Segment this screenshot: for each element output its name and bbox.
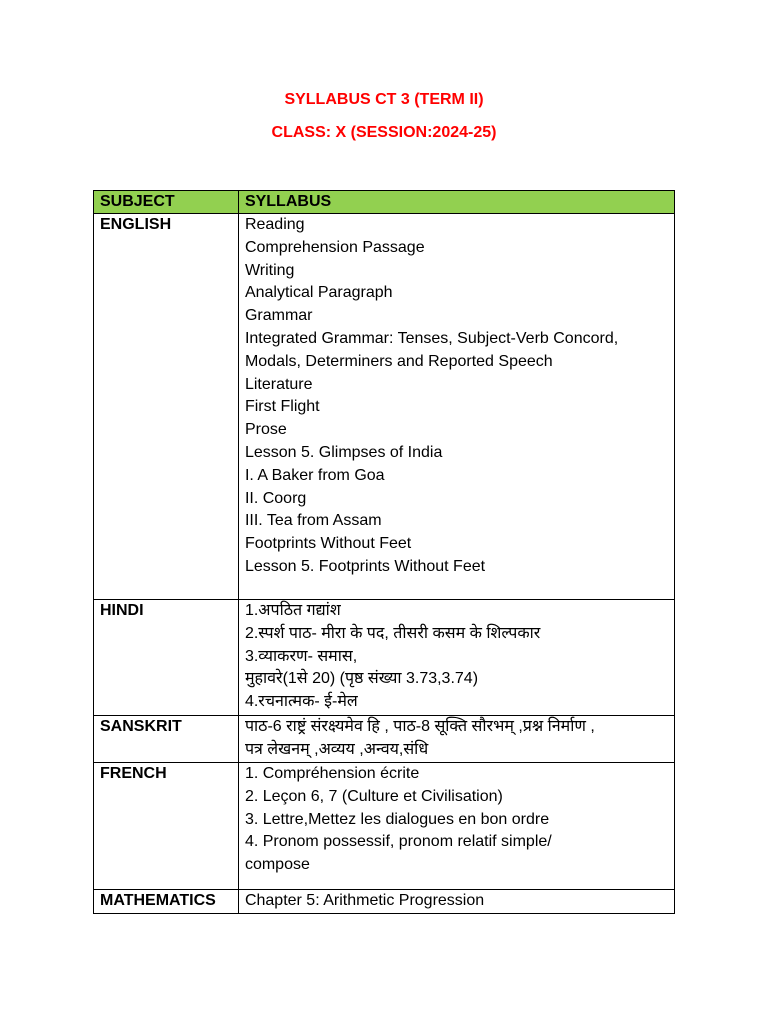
table-header-row bbox=[94, 191, 675, 214]
syllabus-line: Reading bbox=[244, 216, 305, 233]
table-row bbox=[94, 214, 675, 600]
table-row bbox=[94, 890, 675, 914]
column-header-syllabus: SYLLABUS bbox=[238, 191, 674, 214]
syllabus-line: 1. Compréhension écrite bbox=[244, 765, 420, 782]
syllabus-line: पाठ-6 राष्ट्रं संरक्ष्यमेव हि , पाठ-8 सूक्ति सौरभम् ,प्रश्न निर्माण , bbox=[244, 718, 595, 735]
syllabus-line: Grammar bbox=[244, 307, 313, 325]
syllabus-line: Modals, Determiners and Reported Speech bbox=[244, 352, 553, 370]
table-row bbox=[94, 716, 675, 763]
syllabus-line: 2. Leçon 6, 7 (Culture et Civilisation) bbox=[244, 787, 503, 805]
page-title: SYLLABUS CT 3 (TERM II) bbox=[284, 91, 484, 108]
syllabus-cell-mathematics bbox=[238, 890, 674, 914]
syllabus-line: Lesson 5. Footprints Without Feet bbox=[244, 557, 486, 575]
syllabus-cell-english bbox=[238, 214, 674, 600]
syllabus-line: First Flight bbox=[244, 398, 320, 416]
syllabus-line: 3. Lettre,Mettez les dialogues en bon ordre bbox=[244, 810, 550, 828]
subject-cell-french: FRENCH bbox=[94, 763, 239, 890]
syllabus-table bbox=[93, 190, 675, 914]
syllabus-line: Lesson 5. Glimpses of India bbox=[244, 443, 443, 461]
syllabus-line: Writing bbox=[244, 261, 295, 279]
syllabus-line: Chapter 5: Arithmetic Progression bbox=[244, 892, 485, 909]
syllabus-line: पत्र लेखनम् ,अव्यय ,अन्वय,संधि bbox=[244, 740, 429, 758]
syllabus-line: 3.व्याकरण- समास, bbox=[244, 647, 358, 665]
syllabus-line: Comprehension Passage bbox=[244, 238, 425, 256]
syllabus-line: I. A Baker from Goa bbox=[244, 466, 385, 484]
page-subtitle: CLASS: X (SESSION:2024-25) bbox=[271, 124, 497, 141]
syllabus-line: 4.रचनात्मक- ई-मेल bbox=[244, 693, 358, 711]
syllabus-line: Prose bbox=[244, 421, 287, 439]
syllabus-cell-hindi bbox=[238, 600, 674, 716]
subject-cell-mathematics: MATHEMATICS bbox=[94, 890, 239, 914]
syllabus-line: Literature bbox=[244, 375, 313, 393]
syllabus-line: मुहावरे(1से 20) (पृष्ठ संख्या 3.73,3.74) bbox=[244, 670, 479, 688]
subject-cell-english: ENGLISH bbox=[94, 214, 239, 600]
syllabus-line: Integrated Grammar: Tenses, Subject-Verb Concord, bbox=[244, 329, 619, 347]
syllabus-line: III. Tea from Assam bbox=[244, 512, 382, 530]
table-row bbox=[94, 763, 675, 890]
table-row bbox=[94, 600, 675, 716]
syllabus-line: 4. Pronom possessif, pronom relatif simple/ bbox=[244, 833, 552, 851]
column-header-subject: SUBJECT bbox=[94, 191, 239, 214]
syllabus-line: compose bbox=[244, 856, 310, 874]
syllabus-line: II. Coorg bbox=[244, 489, 307, 507]
syllabus-line: 2.स्पर्श पाठ- मीरा के पद, तीसरी कसम के शिल्पकार bbox=[244, 624, 541, 642]
syllabus-cell-sanskrit bbox=[238, 716, 674, 763]
syllabus-line: Footprints Without Feet bbox=[244, 535, 412, 553]
syllabus-line: 1.अपठित गद्यांश bbox=[244, 602, 341, 619]
subject-cell-sanskrit: SANSKRIT bbox=[94, 716, 239, 763]
subject-cell-hindi: HINDI bbox=[94, 600, 239, 716]
syllabus-cell-french bbox=[238, 763, 674, 890]
syllabus-line: Analytical Paragraph bbox=[244, 284, 393, 302]
